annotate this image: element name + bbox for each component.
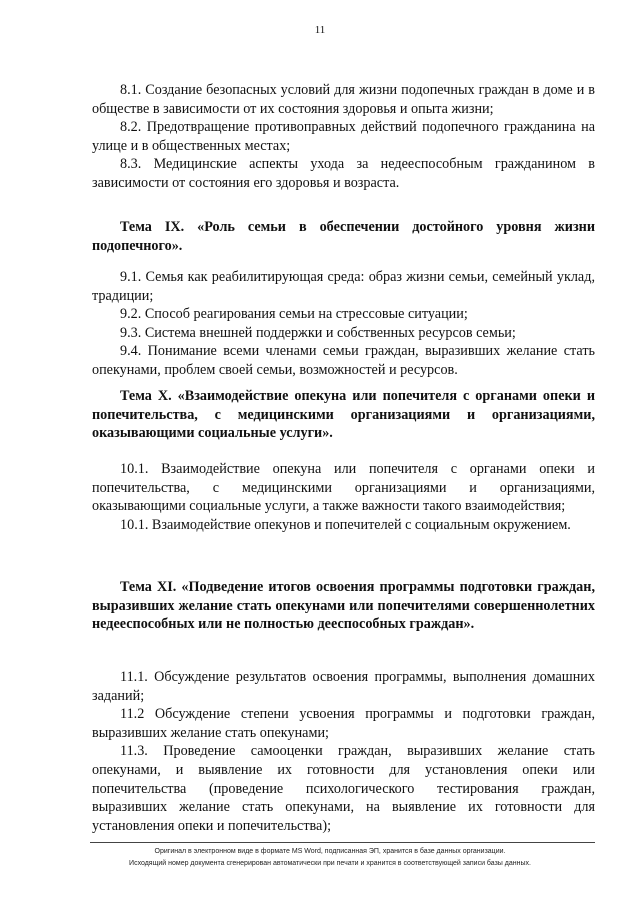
item-11-2: 11.2 Обсуждение степени усвоения программы и подготовки граждан, выразивших желание стать опекунами; [92, 706, 595, 741]
section-11-items [92, 668, 595, 835]
footer-line-1: Оригинал в электронном виде в формате MS Word, подписанная ЭП, хранится в базе данных организации. [154, 848, 506, 855]
topic-9-block [92, 218, 595, 255]
item-11-1: 11.1. Обсуждение результатов освоения программы, выполнения домашних заданий; [92, 669, 595, 704]
topic-11-heading: Тема XI. «Подведение итогов освоения программы подготовки граждан, выразивших желание стать опекунами или попечителями совершеннолетних недееспособных или не полностью дееспособных граждан». [92, 579, 595, 633]
section-10-items [92, 460, 595, 534]
topic-10-heading: Тема X. «Взаимодействие опекуна или попечителя с органами опеки и попечительства, с медицинскими организациями и организациями, оказывающими социальные услуги». [92, 388, 595, 442]
item-8-1: 8.1. Создание безопасных условий для жизни подопечных граждан в доме и в обществе в зависимости от их состояния здоровья и опыта жизни; [92, 82, 595, 117]
footer-divider [90, 842, 595, 843]
item-9-2: 9.2. Способ реагирования семьи на стрессовые ситуации; [120, 306, 468, 323]
item-8-3: 8.3. Медицинские аспекты ухода за недееспособным гражданином в зависимости от состояния его здоровья и возраста. [92, 156, 595, 191]
item-10-2: 10.1. Взаимодействие опекунов и попечителей с социальным окружением. [120, 516, 571, 533]
topic-9-heading: Тема IX. «Роль семьи в обеспечении достойного уровня жизни подопечного». [92, 219, 595, 254]
item-9-4: 9.4. Понимание всеми членами семьи граждан, выразивших желание стать опекунами, проблем своей семьи, возможностей и ресурсов. [92, 343, 595, 378]
footer-line-2: Исходящий номер документа сгенерирован автоматически при печати и хранится в соответствующей записи базы данных. [129, 860, 531, 867]
item-9-3: 9.3. Система внешней поддержки и собственных ресурсов семьи; [120, 324, 516, 341]
section-9-items [92, 268, 595, 380]
section-8-items [92, 81, 595, 193]
topic-10-block [92, 387, 595, 443]
item-9-1: 9.1. Семья как реабилитирующая среда: образ жизни семьи, семейный уклад, традиции; [92, 269, 595, 304]
item-8-2: 8.2. Предотвращение противоправных действий подопечного гражданина на улице и в общественных местах; [92, 119, 595, 154]
page-number: 11 [314, 24, 326, 36]
topic-11-block [92, 578, 595, 634]
item-10-1: 10.1. Взаимодействие опекуна или попечителя с органами опеки и попечительства, с медицинскими организациями и организациями, оказывающими социальные услуги, а также важности такого взаимодействия; [92, 461, 595, 515]
item-11-3: 11.3. Проведение самооценки граждан, выразивших желание стать опекунами, и выявление их готовности для установления опеки или попечительства (проведение психологического тестирования граждан, выразивших желание стать опекунами, на выявление их готовности для установления опеки и попечительства); [92, 743, 595, 834]
